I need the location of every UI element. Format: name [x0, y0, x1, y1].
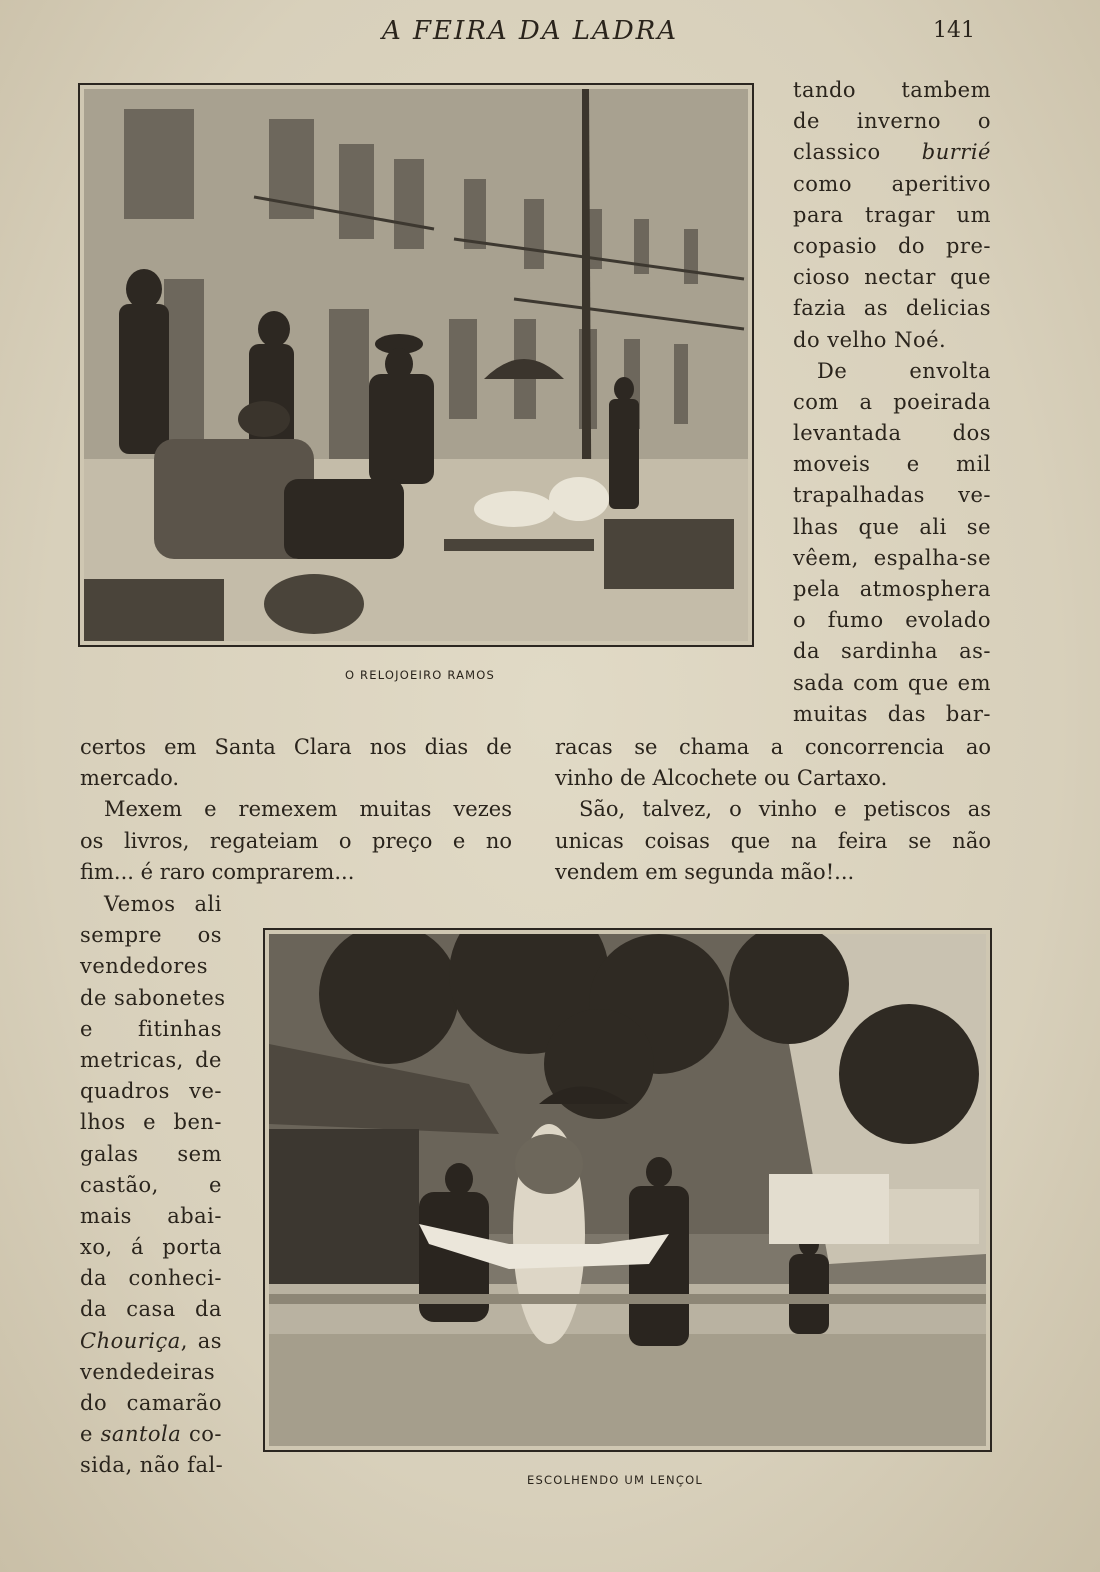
text-line: e fitinhas: [80, 1016, 222, 1041]
figure-caption-1: O RELOJOEIRO RAMOS: [344, 668, 496, 682]
text-line: da sardinha as-: [793, 639, 991, 664]
text-line: fazia as delicias: [793, 296, 991, 321]
text-line: pela atmosphera: [793, 577, 991, 601]
text-line: metricas, de: [80, 1047, 222, 1072]
right-column-top-text: [793, 75, 991, 730]
left-column-bottom-text: [80, 889, 226, 1482]
text-line: lhas que ali se: [793, 514, 991, 539]
text-line: São, talvez, o vinho e petiscos as: [579, 797, 991, 822]
photo-relojoeiro-ramos: [78, 83, 754, 647]
text-line: da conheci-: [80, 1266, 222, 1291]
right-column-middle-text: [555, 732, 991, 888]
text-line: com a poeirada: [793, 389, 991, 414]
text-line: castão, e: [80, 1172, 222, 1197]
text-line: cioso nectar que: [793, 265, 991, 290]
text-line: Mexem e remexem muitas vezes: [104, 797, 512, 822]
text-line: copasio do pre-: [793, 233, 991, 258]
text-line: os livros, regateiam o preço e no: [80, 828, 512, 853]
text-line: De envolta: [817, 358, 991, 383]
page-number: 141: [933, 18, 975, 43]
text-line: levantada dos: [793, 421, 991, 446]
text-line: de sabonetes: [80, 985, 226, 1010]
text-line: fim... é raro comprarem...: [80, 859, 355, 884]
text-line: vendedeiras: [80, 1359, 216, 1384]
text-line: tando tambem: [793, 78, 991, 102]
text-line: sada com que em: [793, 670, 991, 695]
text-line: mercado.: [80, 766, 180, 791]
left-column-middle-text: [80, 732, 512, 888]
text-line: sempre os: [80, 923, 222, 948]
text-line: do velho Noé.: [793, 327, 947, 352]
text-line: unicas coisas que na feira se não: [555, 828, 991, 853]
text-line: xo, á porta: [80, 1235, 222, 1260]
text-line: do camarão: [80, 1391, 222, 1415]
text-line: como aperitivo: [793, 171, 991, 196]
text-line: o fumo evolado: [793, 608, 991, 633]
text-line: vêem, espalha-se: [793, 545, 991, 570]
text-line: Chouriça, as: [80, 1328, 222, 1353]
text-line: vendedores: [80, 954, 209, 979]
text-line: vendem em segunda mão!...: [555, 859, 855, 884]
text-line: da casa da: [80, 1297, 222, 1322]
figure-caption-2: ESCOLHENDO UM LENÇOL: [527, 1473, 703, 1487]
text-line: muitas das bar-: [793, 701, 991, 726]
text-line: de inverno o: [793, 109, 991, 134]
photo-escolhendo-um-lencol: [263, 928, 992, 1452]
text-line: certos em Santa Clara nos dias de: [80, 735, 512, 759]
text-line: trapalhadas ve-: [793, 483, 991, 508]
text-line: galas sem: [80, 1141, 222, 1166]
running-header: A FEIRA DA LADRA: [381, 16, 679, 46]
text-line: mais abai-: [80, 1203, 222, 1228]
text-line: lhos e ben-: [80, 1110, 222, 1135]
text-line: moveis e mil: [793, 452, 991, 477]
text-line: quadros ve-: [80, 1079, 222, 1104]
text-line: para tragar um: [793, 202, 991, 227]
text-line: racas se chama a concorrencia ao: [555, 735, 991, 759]
text-line: sida, não fal-: [80, 1453, 224, 1478]
text-line: Vemos ali: [104, 892, 222, 916]
text-line: e santola co-: [80, 1422, 222, 1447]
text-line: classico burrié: [793, 140, 991, 165]
text-line: vinho de Alcochete ou Cartaxo.: [555, 766, 888, 791]
